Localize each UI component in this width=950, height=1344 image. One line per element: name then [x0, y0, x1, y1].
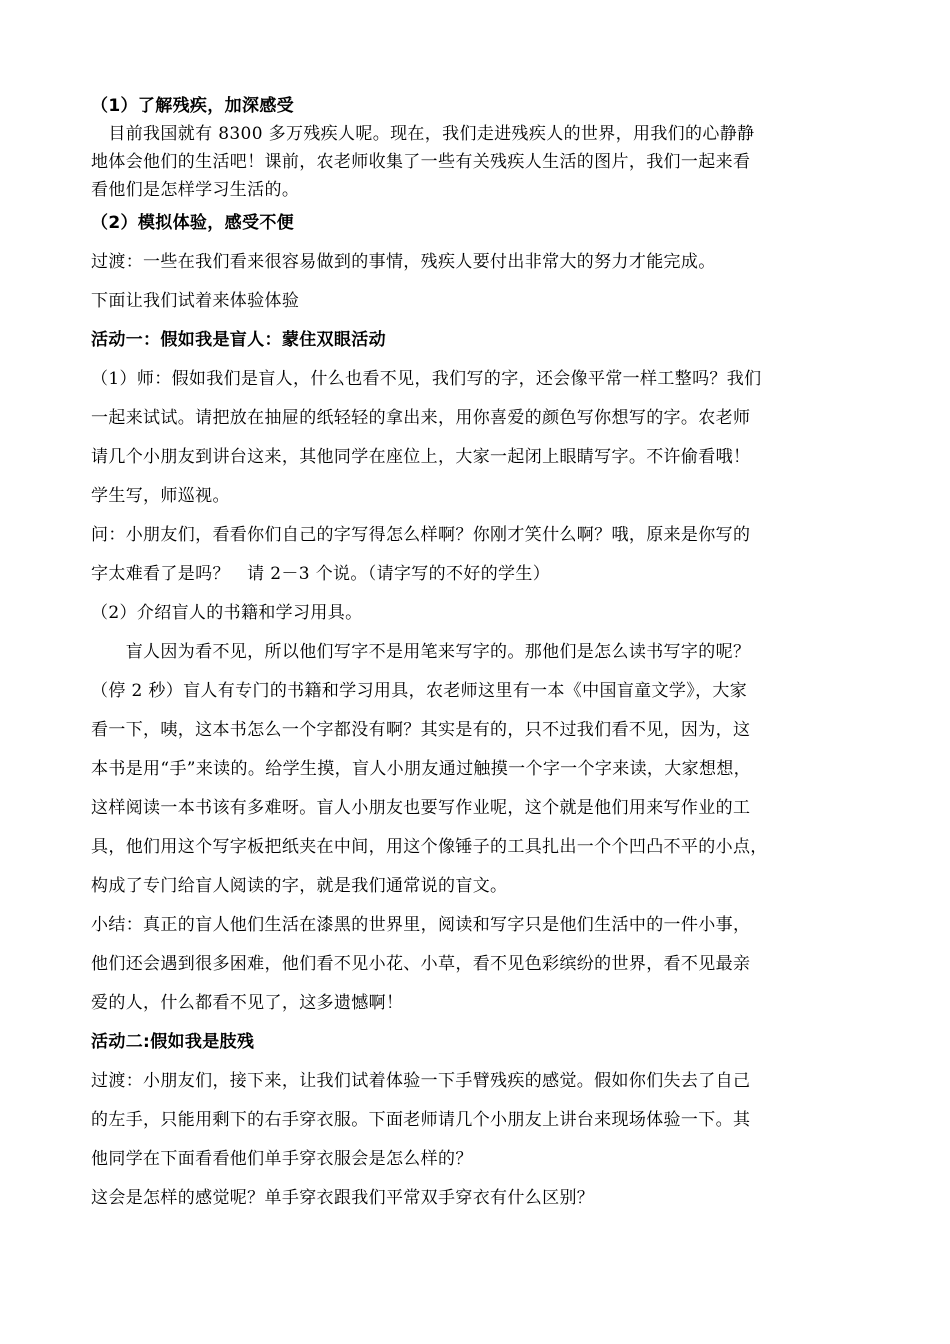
paragraph-introduce-tools: （2）介绍盲人的书籍和学习用具。 — [91, 603, 363, 623]
paragraph-summary-line: 小结：真正的盲人他们生活在漆黑的世界里，阅读和写字只是他们生活中的一件小事， — [91, 915, 751, 935]
paragraph-try-experience: 下面让我们试着来体验体验 — [91, 291, 300, 311]
paragraph-blind-writing-line: （1）师：假如我们是盲人，什么也看不见，我们写的字，还会像平常一样工整吗？我们 — [91, 369, 762, 389]
paragraph-braille-line: 这样阅读一本书该有多难呀。盲人小朋友也要写作业呢，这个就是他们用来写作业的工 — [91, 798, 751, 818]
paragraph-question-line: 问：小朋友们，看看你们自己的字写得怎么样啊？你刚才笑什么啊？哦，原来是你写的 — [91, 525, 751, 545]
paragraph-braille-line: 盲人因为看不见，所以他们写字不是用笔来写字的。那他们是怎么读书写字的呢？ — [91, 642, 751, 662]
paragraph-blind-writing-line: 一起来试试。请把放在抽屉的纸轻轻的拿出来，用你喜爱的颜色写你想写的字。农老师 — [91, 408, 751, 428]
heading-activity-one: 活动一：假如我是盲人：蒙住双眼活动 — [91, 330, 386, 350]
paragraph-intro-line: 地体会他们的生活吧！课前，农老师收集了一些有关残疾人生活的图片，我们一起来看 — [91, 152, 751, 172]
paragraph-feeling-question: 这会是怎样的感觉呢？单手穿衣跟我们平常双手穿衣有什么区别？ — [91, 1188, 595, 1208]
paragraph-limb-transition-line: 他同学在下面看看他们单手穿衣服会是怎么样的？ — [91, 1149, 473, 1169]
paragraph-braille-line: 看一下，咦，这本书怎么一个字都没有啊？其实是有的，只不过我们看不见，因为，这 — [91, 720, 751, 740]
paragraph-intro-line: 目前我国就有 8300 多万残疾人呢。现在，我们走进残疾人的世界，用我们的心静静 — [91, 124, 755, 144]
paragraph-summary-line: 爱的人，什么都看不见了，这多遗憾啊！ — [91, 993, 404, 1013]
paragraph-summary-line: 他们还会遇到很多困难，他们看不见小花、小草，看不见色彩缤纷的世界，看不见最亲 — [91, 954, 751, 974]
heading-understand-disability: （1）了解残疾，加深感受 — [91, 96, 295, 116]
paragraph-braille-line: 构成了专门给盲人阅读的字，就是我们通常说的盲文。 — [91, 876, 508, 896]
paragraph-blind-writing-line: 学生写，师巡视。 — [91, 486, 230, 506]
paragraph-limb-transition-line: 过渡：小朋友们，接下来，让我们试着体验一下手臂残疾的感觉。假如你们失去了自己 — [91, 1071, 751, 1091]
paragraph-blind-writing-line: 请几个小朋友到讲台这来，其他同学在座位上，大家一起闭上眼睛写字。不许偷看哦！ — [91, 447, 751, 467]
heading-simulate-experience: （2）模拟体验，感受不便 — [91, 213, 295, 233]
paragraph-question-line: 字太难看了是吗？ 请 2－3 个说。（请字写的不好的学生） — [91, 564, 551, 584]
paragraph-braille-line: 具，他们用这个写字板把纸夹在中间，用这个像锤子的工具扎出一个个凹凸不平的小点， — [91, 837, 768, 857]
paragraph-transition: 过渡：一些在我们看来很容易做到的事情，残疾人要付出非常大的努力才能完成。 — [91, 252, 716, 272]
heading-activity-two: 活动二:假如我是肢残 — [91, 1032, 255, 1052]
paragraph-limb-transition-line: 的左手，只能用剩下的右手穿衣服。下面老师请几个小朋友上讲台来现场体验一下。其 — [91, 1110, 751, 1130]
paragraph-intro-line: 看他们是怎样学习生活的。 — [91, 180, 300, 200]
paragraph-braille-line: 本书是用“手”来读的。给学生摸，盲人小朋友通过触摸一个字一个字来读，大家想想， — [91, 759, 752, 779]
paragraph-braille-line: （停 2 秒）盲人有专门的书籍和学习用具，农老师这里有一本《中国盲童文学》，大家 — [91, 681, 748, 701]
document-body — [91, 92, 859, 1218]
